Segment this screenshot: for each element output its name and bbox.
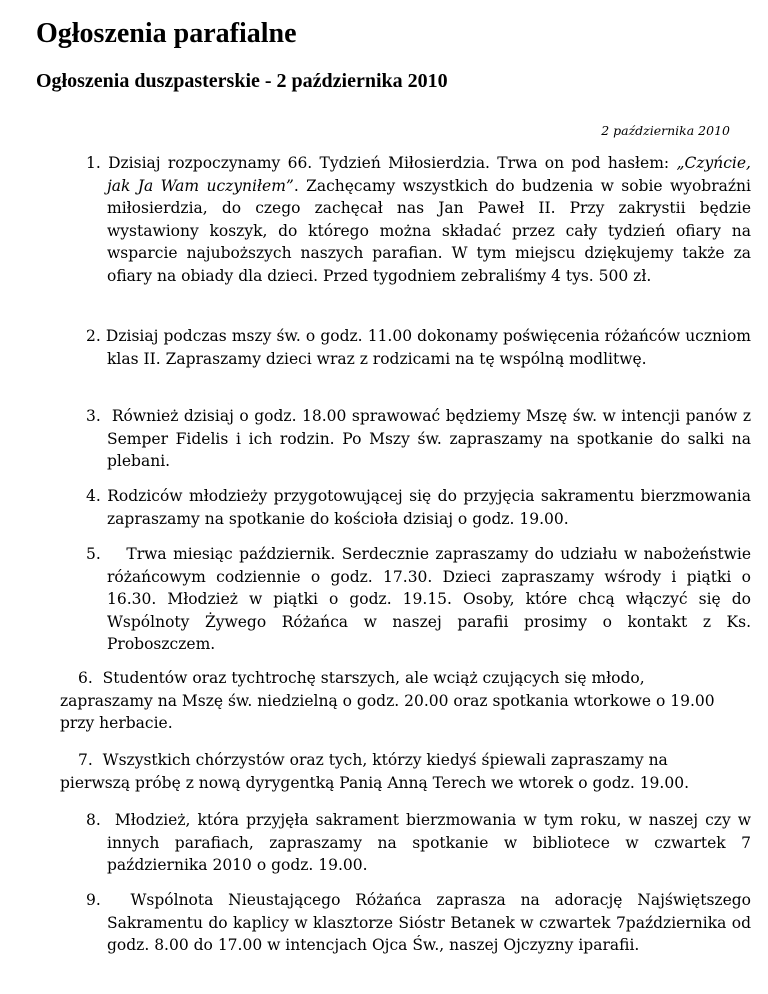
announcement-number: 7. — [78, 751, 93, 769]
announcement-text: . Zachęcamy wszystkich do budzenia w sobie wyobraźni miłosierdzia, do czego zachęcał nas Jan Paweł II. Przy zakrystii będzie wystawiony koszyk, do którego można składać przez cały tydzień ofiary na wsparcie najuboższych naszych parafian. W tym miejscu dziękujemy także za ofiary na obiady dla dzieci. Przed tygodniem zebraliśmy 4 tys. 500 zł. — [107, 176, 751, 285]
announcement-number: 5. — [86, 545, 101, 563]
announcement-text: Dzisiaj podczas mszy św. o godz. 11.00 dokonamy poświęcenia różańców uczniom klas II. Zapraszamy dzieci wraz z rodzicami na tę wspólną modlitwę. — [105, 327, 751, 368]
announcement-text: Rodziców młodzieży przygotowującej się do przyjęcia sakramentu bierzmowania zapraszamy na spotkanie do kościoła dzisiaj o godz. 19.00. — [107, 487, 751, 528]
announcement-6 — [60, 667, 730, 735]
announcement-number: 9. — [86, 891, 101, 909]
announcement-date: 2 października 2010 — [601, 123, 730, 138]
announcement-text: Trwa miesiąc październik. Serdecznie zapraszamy do udziału w nabożeństwie różańcowym codziennie o godz. 17.30. Dzieci zapraszamy wśrody i piątki o 16.30. Młodzież w piątki o godz. 19.15. Osoby, które chcą włączyć się do Wspólnoty Żywego Różańca w naszej parafii prosimy o kontakt z Ks. Proboszczem. — [107, 545, 751, 653]
announcement-number: 8. — [86, 811, 101, 829]
announcement-number: 2. — [86, 327, 101, 345]
announcement-text: Młodzież, która przyjęła sakrament bierzmowania w tym roku, w naszej czy w innych parafiach, zapraszamy na spotkanie w bibliotece w czwartek 7 października 2010 o godz. 19.00. — [107, 811, 751, 874]
announcement-text: Również dzisiaj o godz. 18.00 sprawować będziemy Mszę św. w intencji panów z Semper Fidelis i ich rodzin. Po Mszy św. zapraszamy na spotkanie do salki na plebani. — [107, 407, 752, 470]
announcement-5 — [86, 543, 751, 656]
announcement-text: Wszystkich chórzystów oraz tych, którzy kiedyś śpiewali zapraszamy na pierwszą próbę z nową dyrygentką Panią Anną Terech we wtorek o godz. 19.00. — [60, 751, 689, 792]
page-title: Ogłoszenia parafialne — [36, 18, 297, 49]
announcement-lead: Dzisiaj rozpoczynamy 66. Tydzień Miłosierdzia. Trwa on pod hasłem: — [108, 154, 670, 172]
announcement-1 — [86, 152, 751, 287]
page-subtitle: Ogłoszenia duszpasterskie - 2 października 2010 — [36, 70, 448, 92]
announcement-number: 4. — [86, 487, 101, 505]
announcement-text: Wspólnota Nieustającego Różańca zaprasza na adorację Najświętszego Sakramentu do kaplicy w klasztorze Sióstr Betanek w czwartek 7października od godz. 8.00 do 17.00 w intencjach Ojca Św., naszej Ojczyzny iparafii. — [107, 891, 752, 954]
announcement-8 — [86, 809, 751, 877]
announcement-number: 1. — [86, 154, 101, 172]
announcement-7 — [60, 749, 730, 794]
announcement-4 — [86, 485, 751, 530]
announcement-2 — [86, 325, 751, 370]
announcement-number: 6. — [78, 669, 93, 687]
announcement-number: 3. — [86, 407, 101, 425]
announcement-text: Studentów oraz tychtrochę starszych, ale wciąż czujących się młodo, zapraszamy na Mszę św. niedzielną o godz. 20.00 oraz spotkania wtorkowe o 19.00 przy herbacie. — [60, 669, 715, 732]
announcement-9 — [86, 889, 751, 957]
announcement-quote: „Czyńcie, jak Ja Wam uczyniłem” — [107, 154, 751, 195]
announcement-3 — [86, 405, 751, 473]
